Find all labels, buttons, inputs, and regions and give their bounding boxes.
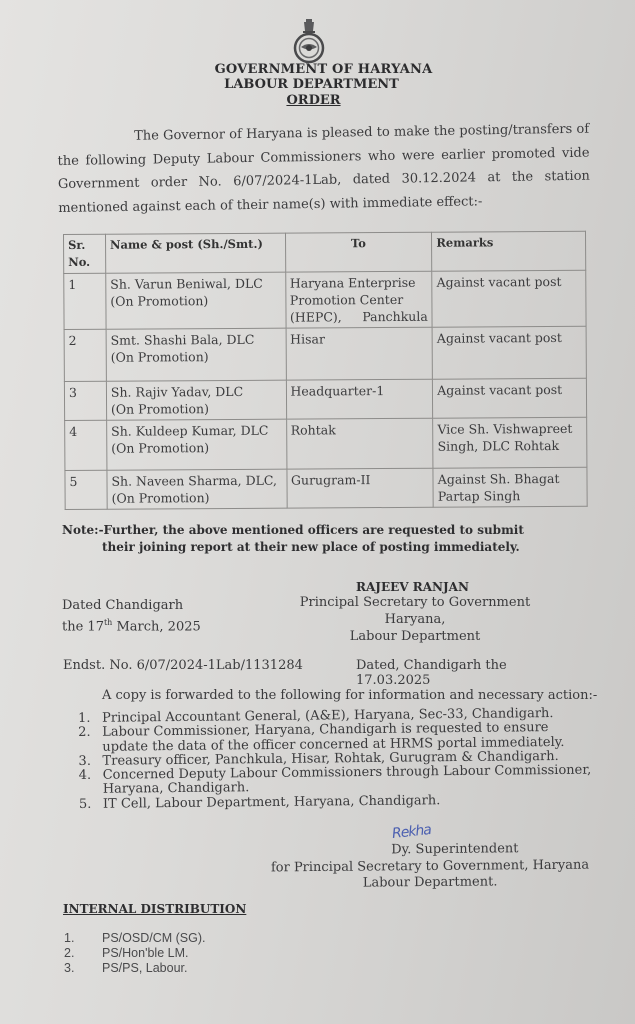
list-item: [64, 946, 205, 961]
officer-status: (On Promotion): [111, 490, 210, 506]
superintendent-title: Dy. Superintendent: [391, 841, 519, 858]
header-to: To: [285, 232, 432, 272]
table-row: [64, 326, 586, 381]
officer-status: (On Promotion): [110, 293, 209, 309]
officer-name: Sh. Kuldeep Kumar, DLC: [111, 422, 269, 439]
list-text: Labour Commissioner, Haryana, Chandigarh is requested to ensure update the data of the officer concerned at HRMS portal immediately.: [102, 720, 565, 755]
cell-to: Headquarter-1: [286, 379, 433, 419]
cell-sr: 3: [64, 381, 106, 420]
cell-remarks: Vice Sh. Vishwapreet Singh, DLC Rohtak: [433, 417, 587, 468]
cell-name: [106, 328, 286, 381]
internal-distribution-list: [64, 931, 205, 976]
cell-name: [106, 272, 286, 329]
department-heading: LABOUR DEPARTMENT: [224, 77, 399, 92]
list-number: 5.: [78, 796, 92, 812]
header-sr-no: Sr. No.: [64, 234, 106, 273]
list-item: [64, 961, 205, 976]
officer-name: Sh. Rajiv Yadav, DLC: [110, 383, 244, 400]
list-item: [79, 792, 594, 812]
joining-note: [62, 522, 524, 556]
dated-day: the 17: [62, 619, 104, 635]
endorsement-number: Endst. No. 6/07/2024-1Lab/1131284: [63, 658, 303, 673]
table-row: [65, 467, 587, 509]
list-text: PS/Hon'ble LM.: [102, 946, 189, 960]
cell-to: Rohtak: [286, 418, 433, 469]
officer-status: (On Promotion): [110, 401, 209, 417]
order-heading: ORDER: [286, 93, 341, 108]
posting-table: [63, 231, 588, 510]
table-row: [65, 417, 587, 470]
cell-to: Gurugram-II: [286, 468, 433, 508]
list-number: 2.: [78, 725, 91, 741]
list-text: Principal Accountant General, (A&E), Haryana, Sec-33, Chandigarh.: [101, 706, 554, 726]
order-date: [62, 597, 201, 635]
dated-day-suffix: th: [103, 618, 113, 627]
list-text: IT Cell, Labour Department, Haryana, Chandigarh.: [102, 792, 441, 812]
cell-to: Haryana Enterprise Promotion Center (HEPC), Panchkula: [285, 271, 432, 328]
list-item: [64, 931, 205, 946]
officer-status: (On Promotion): [111, 440, 210, 456]
list-text: PS/PS, Labour.: [102, 961, 188, 975]
internal-distribution-heading: INTERNAL DISTRIBUTION: [63, 902, 247, 916]
header-remarks: Remarks: [432, 231, 586, 271]
signatory-title-line-1: Principal Secretary to Government Haryana,: [299, 595, 531, 627]
cell-remarks: Against vacant post: [432, 270, 586, 327]
signatory-title-line-2: Labour Department: [349, 629, 481, 644]
superintendent-block: [270, 841, 590, 893]
forwarded-text: A copy is forwarded to the following for information and necessary action:-: [102, 688, 598, 703]
signatory-title: [270, 594, 560, 645]
cell-remarks: Against Sh. Bhagat Partap Singh: [433, 467, 587, 507]
officer-name: Sh. Varun Beniwal, DLC: [110, 275, 263, 292]
cell-name: [106, 380, 286, 420]
endorsement-date: Dated, Chandigarh the 17.03.2025: [356, 658, 507, 688]
cell-sr: 5: [65, 470, 107, 509]
superintendent-line-2: for Principal Secretary to Government, Haryana: [270, 857, 590, 875]
dated-place: Dated Chandigarh: [62, 598, 184, 613]
list-number: 3.: [78, 753, 92, 769]
cell-name: [107, 469, 287, 509]
cell-remarks: Against vacant post: [433, 378, 587, 418]
cell-sr: 2: [64, 329, 106, 381]
officer-status: (On Promotion): [110, 349, 209, 365]
endorsement-line: [63, 658, 583, 688]
cell-name: [107, 419, 287, 470]
list-number: 3.: [64, 961, 75, 975]
dated-month-year: March, 2025: [112, 619, 201, 635]
state-emblem-icon: [292, 18, 326, 64]
cell-remarks: Against vacant post: [432, 326, 586, 379]
table-header-row: [64, 231, 586, 273]
list-text: PS/OSD/CM (SG).: [102, 931, 206, 945]
list-number: 4.: [78, 768, 92, 784]
superintendent-line-3: Labour Department.: [362, 874, 498, 891]
list-text: Concerned Deputy Labour Commissioners through Labour Commissioner, Haryana, Chandigarh.: [102, 762, 592, 798]
officer-name: Sh. Naveen Sharma, DLC,: [111, 472, 278, 489]
list-item: [79, 764, 594, 798]
note-line-2: their joining report at their new place of posting immediately.: [102, 540, 520, 554]
signatory-name: RAJEEV RANJAN: [356, 580, 469, 594]
cell-to: Hisar: [286, 327, 433, 380]
copy-to-list: [78, 707, 594, 812]
government-heading: GOVERNMENT OF HARYANA: [214, 62, 433, 77]
note-line-1: Note:-Further, the above mentioned officers are requested to submit: [62, 523, 524, 537]
officer-name: Smt. Shashi Bala, DLC: [110, 331, 255, 348]
list-text: Treasury officer, Panchkula, Hisar, Rohtak, Gurugram & Chandigarh.: [102, 748, 559, 769]
handwritten-signature: Rekha: [391, 822, 432, 842]
list-number: 1.: [77, 710, 91, 726]
order-intro-paragraph: The Governor of Haryana is pleased to make the posting/transfers of the following Deputy Labour Commissioners who were earlier promoted vide Government order No. 6/07/2024-1Lab, dated 30.12.2024 at the station mentioned against each of their name(s) with immediate effect:-: [57, 121, 590, 216]
table-row: [64, 378, 586, 420]
cell-sr: 1: [64, 273, 106, 329]
list-number: 2.: [64, 946, 75, 960]
cell-sr: 4: [65, 420, 107, 470]
table-row: [64, 270, 586, 329]
list-number: 1.: [64, 931, 75, 945]
header-name-post: Name & post (Sh./Smt.): [105, 233, 285, 273]
